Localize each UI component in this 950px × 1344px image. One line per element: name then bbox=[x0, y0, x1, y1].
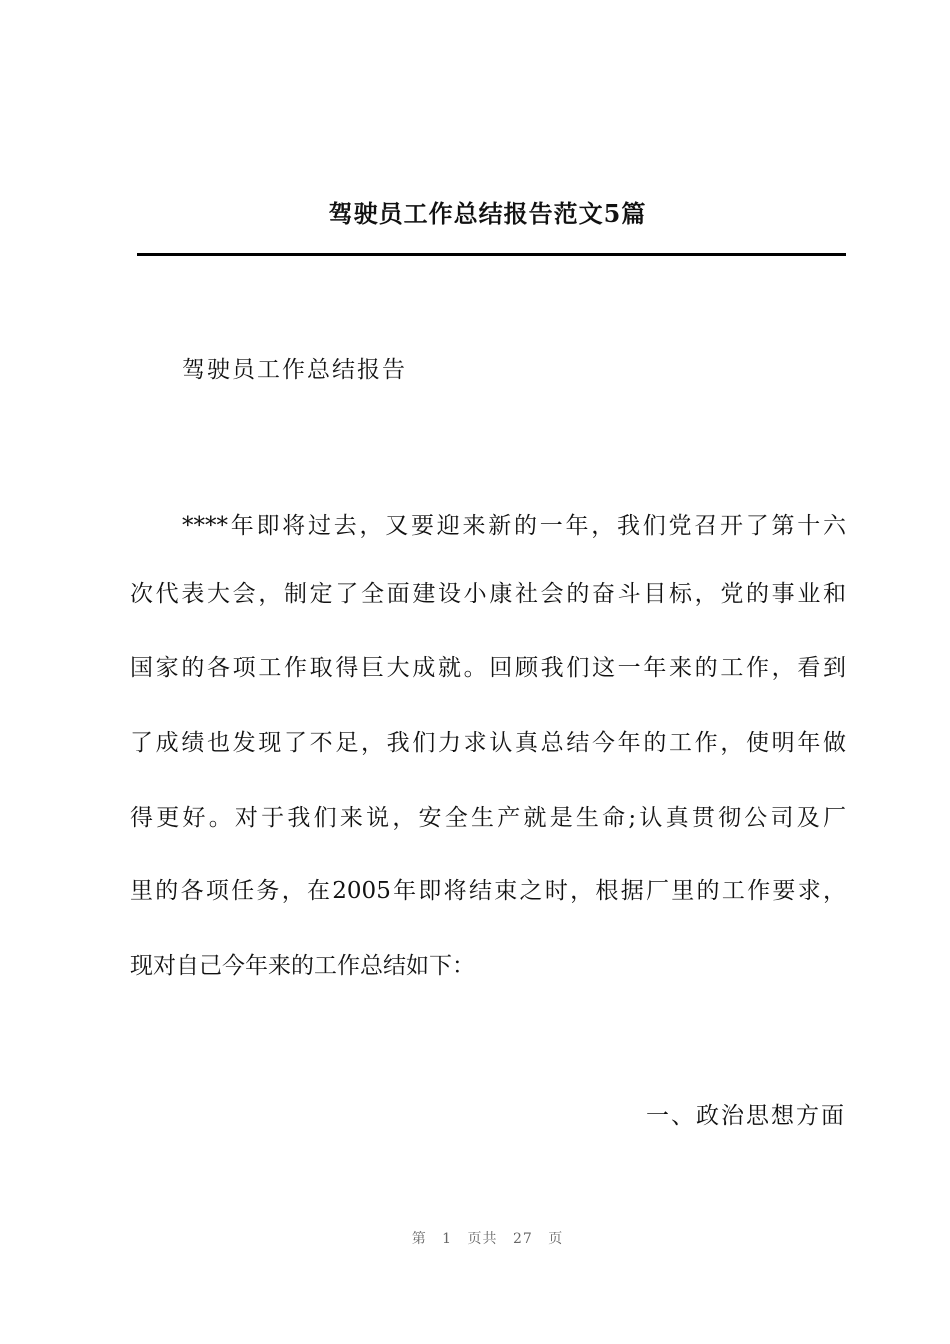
paragraph-line: 里的各项任务，在2005年即将结束之时，根据厂里的工作要求， bbox=[130, 878, 846, 904]
paragraph-line: 了成绩也发现了不足，我们力求认真总结今年的工作，使明年做 bbox=[130, 730, 846, 756]
paragraph-line: 国家的各项工作取得巨大成就。回顾我们这一年来的工作，看到 bbox=[130, 655, 846, 681]
paragraph-line: ****年即将过去，又要迎来新的一年，我们党召开了第十六 bbox=[182, 513, 846, 539]
section-heading: 一、政治思想方面 bbox=[646, 1103, 846, 1129]
document-heading: 驾驶员工作总结报告 bbox=[182, 357, 407, 383]
title-divider bbox=[137, 253, 846, 256]
page-title: 驾驶员工作总结报告范文5篇 bbox=[328, 199, 647, 228]
page-number-footer: 第 1 页共 27 页 bbox=[411, 1231, 564, 1247]
paragraph-line: 现对自己今年来的工作总结如下： bbox=[130, 953, 475, 979]
paragraph-line: 得更好。对于我们来说，安全生产就是生命;认真贯彻公司及厂 bbox=[130, 805, 846, 831]
paragraph-line: 次代表大会，制定了全面建设小康社会的奋斗目标，党的事业和 bbox=[130, 581, 846, 607]
